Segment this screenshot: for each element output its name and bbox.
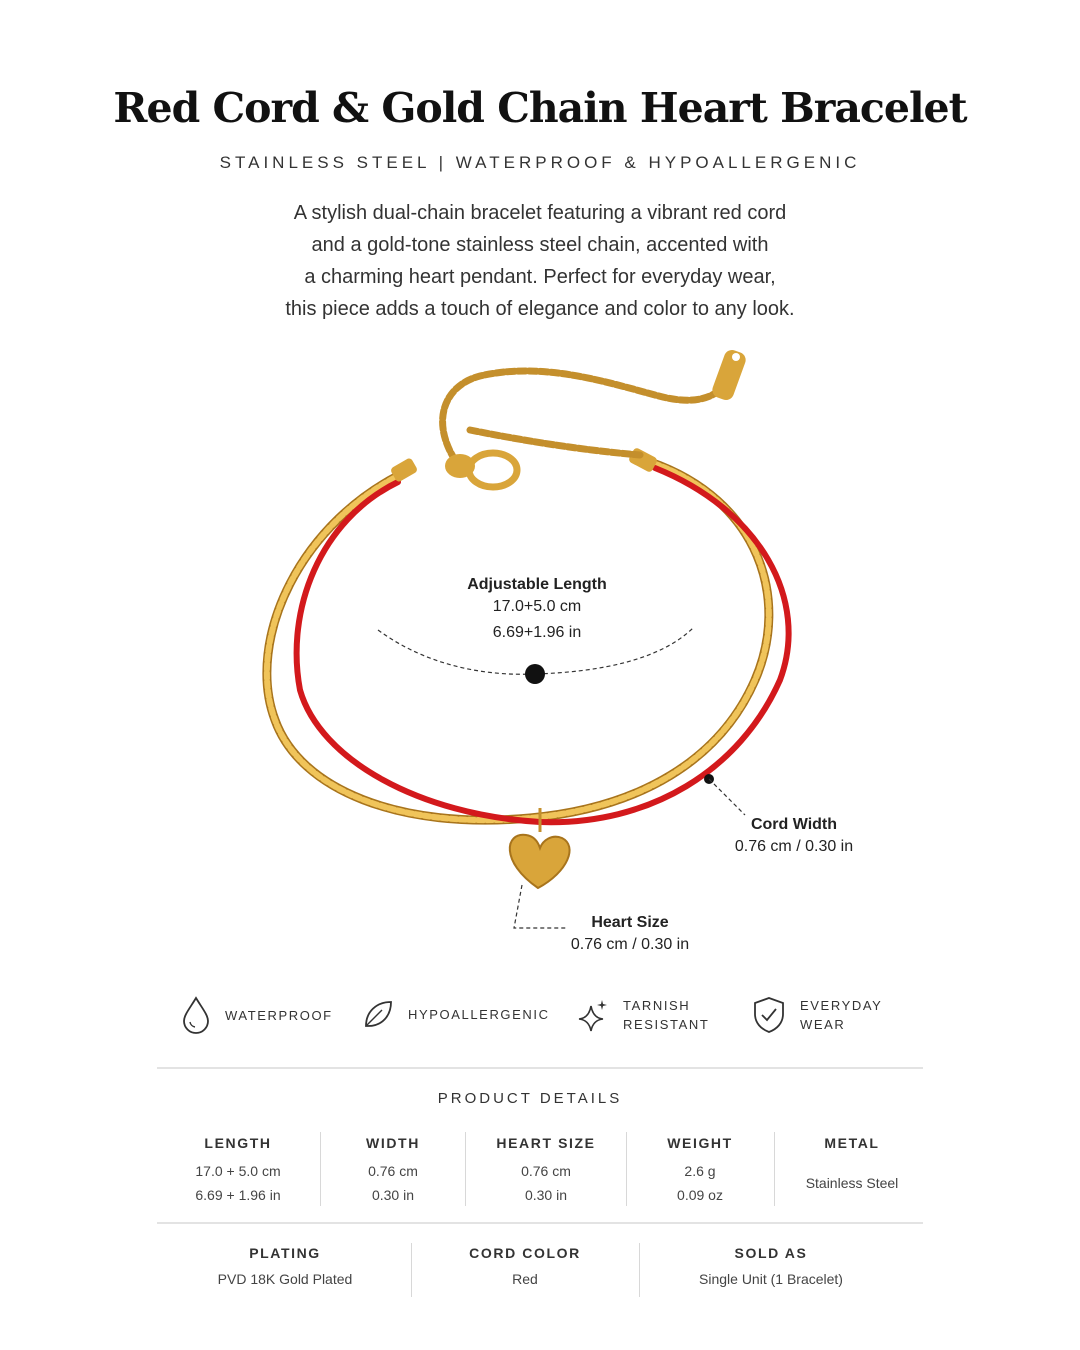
spec-value: Stainless Steel bbox=[805, 1175, 899, 1191]
callout-value: 0.76 cm / 0.30 in bbox=[734, 838, 854, 855]
spec-value: Red bbox=[512, 1271, 538, 1287]
feature-label-line: WEAR bbox=[800, 1017, 846, 1032]
divider bbox=[157, 1222, 923, 1224]
description-line: this piece adds a touch of elegance and color to any look. bbox=[285, 298, 795, 320]
product-subtitle: STAINLESS STEEL | WATERPROOF & HYPOALLERGENIC bbox=[219, 153, 861, 172]
spec-metal bbox=[776, 1135, 928, 1195]
callout-label: Cord Width bbox=[750, 816, 838, 833]
spec-value: 6.69 + 1.96 in bbox=[195, 1187, 281, 1203]
product-title: Red Cord & Gold Chain Heart Bracelet bbox=[113, 84, 967, 132]
spec-label: METAL bbox=[824, 1135, 880, 1151]
spec-label: WIDTH bbox=[366, 1135, 420, 1151]
callout-label: Heart Size bbox=[591, 914, 669, 931]
spec-value: 0.30 in bbox=[371, 1187, 415, 1203]
sparkle-icon bbox=[577, 998, 609, 1032]
spec-cord-color bbox=[412, 1245, 638, 1291]
feature-label: HYPOALLERGENIC bbox=[408, 1006, 550, 1022]
spec-label: LENGTH bbox=[204, 1135, 272, 1151]
spec-label: SOLD AS bbox=[734, 1245, 808, 1261]
feature-label-line: RESISTANT bbox=[623, 1017, 710, 1032]
feature-label bbox=[623, 996, 709, 1034]
callout-value: 0.76 cm / 0.30 in bbox=[570, 936, 690, 953]
leaf-icon bbox=[362, 998, 394, 1030]
spec-length bbox=[158, 1135, 318, 1207]
extension-tag bbox=[710, 348, 748, 403]
spec-label: PLATING bbox=[249, 1245, 321, 1261]
details-title: PRODUCT DETAILS bbox=[437, 1090, 623, 1107]
water-drop-icon bbox=[181, 996, 211, 1034]
feature-waterproof bbox=[181, 996, 333, 1034]
spec-value: 0.09 oz bbox=[677, 1187, 723, 1203]
callout-label: Adjustable Length bbox=[467, 576, 607, 593]
description-line: A stylish dual-chain bracelet featuring a vibrant red cord bbox=[293, 202, 787, 224]
spec-heart-size bbox=[466, 1135, 626, 1207]
callout-value-cm: 17.0+5.0 cm bbox=[492, 598, 582, 615]
spec-width bbox=[322, 1135, 464, 1207]
cord-width-callout bbox=[704, 816, 884, 860]
heart-size-callout bbox=[540, 914, 720, 958]
feature-label-line: EVERYDAY bbox=[800, 998, 883, 1013]
feature-label: WATERPROOF bbox=[225, 1007, 333, 1023]
spec-value: 17.0 + 5.0 cm bbox=[195, 1163, 281, 1179]
shield-check-icon bbox=[752, 996, 786, 1034]
divider bbox=[157, 1067, 923, 1069]
callout-value-in: 6.69+1.96 in bbox=[492, 624, 582, 641]
feature-label-line: TARNISH bbox=[623, 998, 691, 1013]
spec-label: HEART SIZE bbox=[496, 1135, 596, 1151]
spec-sold-as bbox=[640, 1245, 902, 1291]
spec-value: 0.30 in bbox=[524, 1187, 568, 1203]
spec-value: Single Unit (1 Bracelet) bbox=[699, 1271, 843, 1287]
description-line: and a gold-tone stainless steel chain, accented with bbox=[311, 234, 769, 256]
spec-plating bbox=[160, 1245, 410, 1291]
lobster-clasp bbox=[469, 453, 517, 487]
description-line: a charming heart pendant. Perfect for everyday wear, bbox=[304, 266, 776, 288]
cord-guide-line bbox=[709, 779, 745, 815]
column-separator bbox=[774, 1132, 775, 1206]
length-callout bbox=[437, 576, 637, 646]
feature-label bbox=[800, 996, 882, 1034]
column-separator bbox=[320, 1132, 321, 1206]
feature-hypoallergenic bbox=[362, 998, 550, 1030]
spec-label: CORD COLOR bbox=[469, 1245, 581, 1261]
spec-value: 0.76 cm bbox=[368, 1163, 418, 1179]
feature-tarnish bbox=[577, 996, 709, 1034]
spec-value: PVD 18K Gold Plated bbox=[217, 1271, 353, 1287]
heart-pendant bbox=[510, 835, 570, 888]
spec-value: 2.6 g bbox=[684, 1163, 716, 1179]
feature-everyday bbox=[752, 996, 882, 1034]
spec-label: WEIGHT bbox=[667, 1135, 733, 1151]
length-marker-dot bbox=[525, 664, 545, 684]
spec-value: 0.76 cm bbox=[521, 1163, 571, 1179]
feature-row bbox=[0, 992, 1080, 1042]
spec-weight bbox=[627, 1135, 773, 1207]
